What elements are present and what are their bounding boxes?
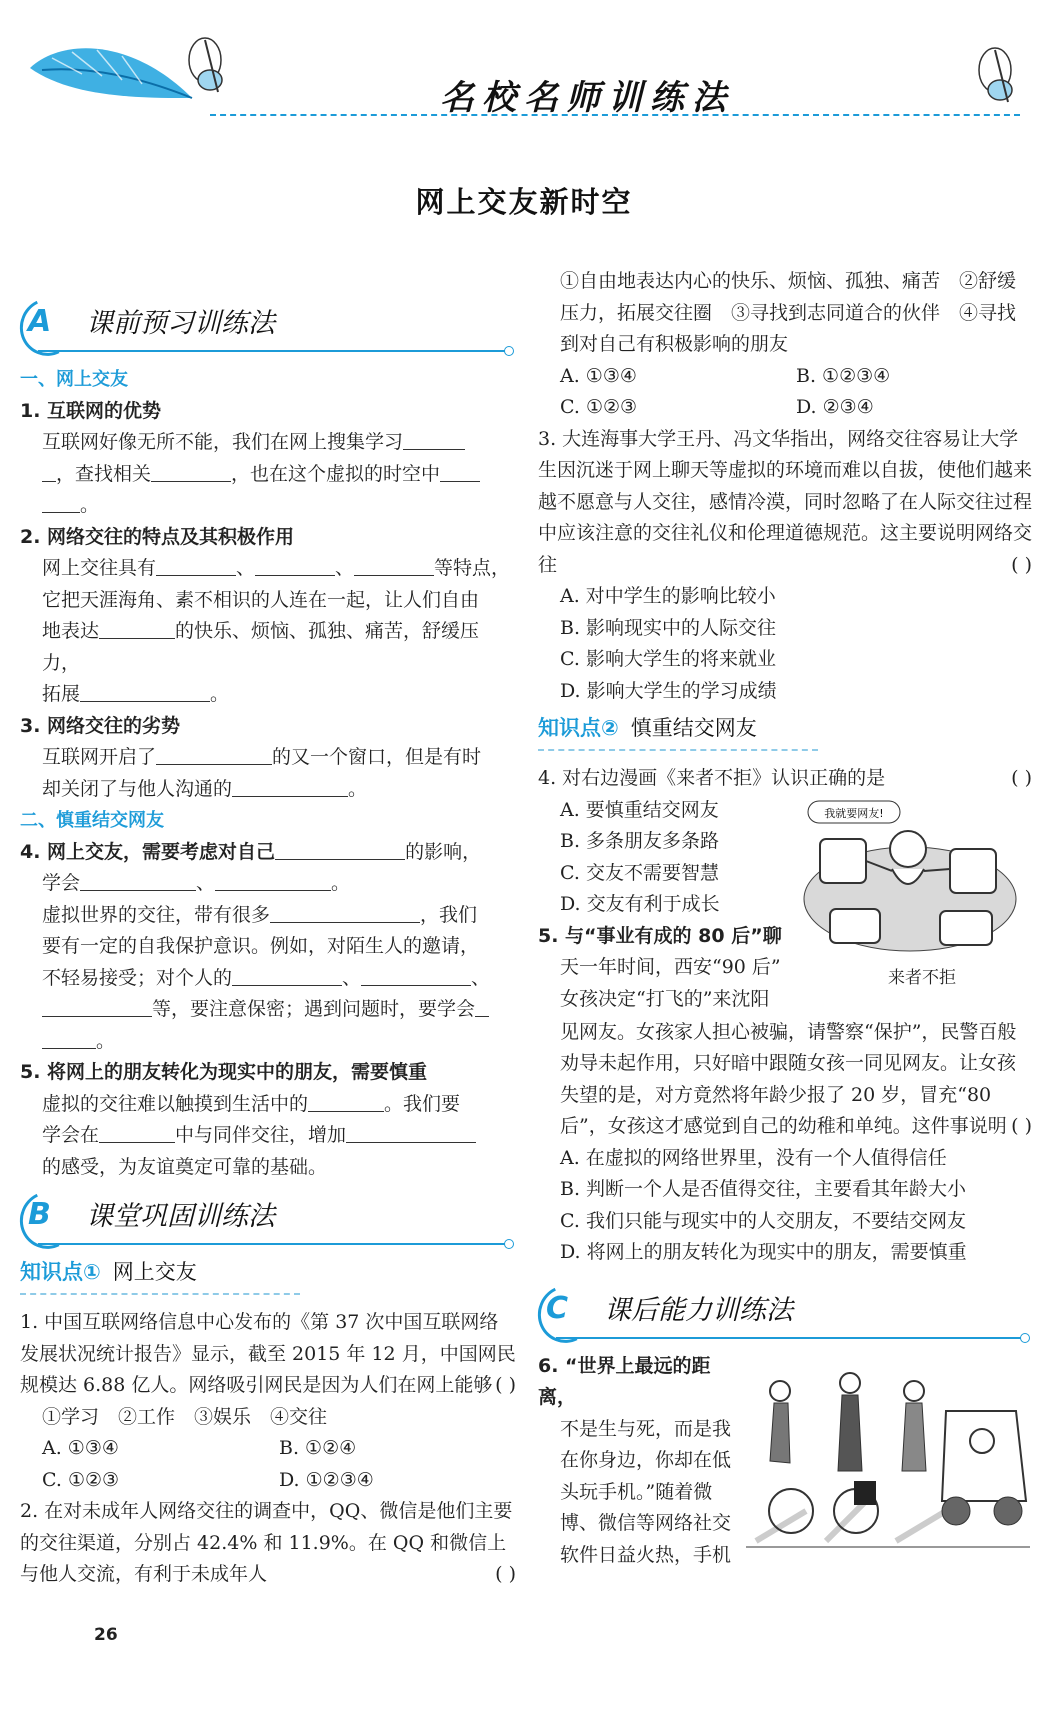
section-underline <box>556 1337 1024 1339</box>
butterfly-icon <box>960 40 1030 110</box>
section-end-dot <box>504 346 514 356</box>
option-a[interactable]: A. ①③④ <box>560 364 637 387</box>
question-text: 拓展 。 <box>42 683 230 705</box>
question-text: 天一年时间，西安“90 后” <box>560 956 781 978</box>
section-title: 课后能力训练法 <box>604 1294 793 1326</box>
answer-paren[interactable]: ( ) <box>1011 767 1032 789</box>
question-text: 的感受，为友谊奠定可靠的基础。 <box>42 1155 328 1178</box>
question-text: 网上交往具有 、 、 等特点， <box>42 557 511 579</box>
option-a[interactable]: A. 对中学生的影响比较小 <box>560 585 776 607</box>
answer-paren[interactable]: ( ) <box>1011 553 1032 576</box>
fill-blank[interactable] <box>403 429 465 450</box>
fill-blank[interactable] <box>361 965 471 986</box>
fill-blank[interactable] <box>99 1122 175 1143</box>
answer-paren[interactable]: ( ) <box>495 1374 516 1396</box>
option-d[interactable]: D. 影响大学生的学习成绩 <box>560 679 777 702</box>
question-text: 等，要注意保密；遇到问题时，要学会 <box>20 994 516 1026</box>
section-title: 课堂巩固训练法 <box>86 1201 275 1232</box>
question-6-block <box>538 1351 1032 1566</box>
question-text: 4. 对右边漫画《来者不拒》认识正确的是 ( ) <box>538 763 1032 795</box>
question-text: 不轻易接受；对个人的 、 、 <box>42 966 491 989</box>
page-title: 网上交友新时空 <box>415 185 633 219</box>
fill-blank[interactable] <box>270 902 420 923</box>
fill-blank[interactable] <box>42 996 152 1017</box>
knowledge-point-label: 知识点② <box>538 716 619 740</box>
fill-blank[interactable] <box>346 1122 476 1143</box>
phone-users-illustration <box>746 1351 1030 1551</box>
question-text: 头玩手机。”随着微 <box>560 1480 713 1503</box>
knowledge-point-underline <box>20 1293 300 1295</box>
right-column <box>538 266 1033 1566</box>
question-heading: 5. 将网上的朋友转化为现实中的朋友，需要慎重 <box>20 1061 428 1083</box>
option-b[interactable]: B. 影响现实中的人际交往 <box>560 616 777 639</box>
fill-blank[interactable] <box>232 965 342 986</box>
question-text: 学会 、 。 <box>42 872 351 894</box>
option-row <box>20 1433 516 1465</box>
knowledge-point-label: 知识点① <box>20 1260 101 1284</box>
cartoon-bubble: 我就要网友! <box>824 806 884 820</box>
section-title: 课前预习训练法 <box>86 308 275 339</box>
section-letter: B <box>28 1197 51 1232</box>
subheading: 一、网上交友 <box>20 369 128 390</box>
question-text: 虚拟的交往难以触摸到生活中的 。我们要 <box>42 1092 461 1115</box>
question-text: 却关闭了与他人沟通的 。 <box>42 777 368 800</box>
question-text: 2. 在对未成年人网络交往的调查中，QQ、微信是他们主要的交往渠道，分别占 42.4% 和 11.9%。在 QQ 和微信上与他人交流，有利于未成年人 ( ) <box>20 1496 516 1591</box>
question-4-5-block <box>538 795 1032 1175</box>
section-letter: A <box>28 304 52 339</box>
fill-blank[interactable] <box>80 870 196 891</box>
option-c[interactable]: C. ①②③ <box>560 396 638 418</box>
option-d[interactable]: D. ①②③④ <box>279 1468 374 1491</box>
question-text: 女孩决定“打飞的”来沈阳 <box>560 987 770 1010</box>
question-text: 5. 与“事业有成的 80 后”聊 <box>538 924 782 947</box>
butterfly-icon <box>170 30 240 100</box>
fill-blank[interactable] <box>275 839 405 860</box>
cartoon-caption: 来者不拒 <box>888 967 956 988</box>
option-c[interactable]: C. 交友不需要智慧 <box>560 861 719 884</box>
option-a[interactable]: A. ①③④ <box>42 1437 119 1459</box>
question-text: 它把天涯海角、素不相识的人连在一起，让人们自由 <box>42 588 480 611</box>
answer-paren[interactable]: ( ) <box>495 1563 516 1585</box>
question-text: 虚拟世界的交往，带有很多 ，我们 <box>42 903 478 926</box>
question-text: 。 <box>20 1026 516 1058</box>
question-items: ①自由地表达内心的快乐、烦恼、孤独、痛苦 ②舒缓压力，拓展交往圈 ③寻找到志同道合的伙伴 ④寻找到对自己有积极影响的朋友 <box>560 270 1017 355</box>
question-text: 博、微信等网络社交 <box>560 1512 732 1534</box>
question-text: 互联网好像无所不能，我们在网上搜集学习 <box>20 427 516 459</box>
section-underline <box>38 350 508 352</box>
knowledge-point-header <box>20 1257 516 1297</box>
fill-blank[interactable] <box>475 996 489 1017</box>
fill-blank[interactable] <box>308 1091 384 1112</box>
section-letter: C <box>546 1290 569 1326</box>
fill-blank[interactable] <box>42 492 80 513</box>
option-row <box>538 392 1032 424</box>
question-text: 地表达 的快乐、烦恼、孤独、痛苦，舒缓压力， <box>42 620 480 674</box>
fill-blank[interactable] <box>156 744 272 765</box>
knowledge-point-title: 慎重结交网友 <box>630 716 757 740</box>
fill-blank[interactable] <box>215 870 331 891</box>
question-text: ，查找相关 ，也在这个虚拟的时空中 <box>20 459 516 491</box>
question-text: 。 <box>20 490 516 522</box>
question-text: 4. 网上交友，需要考虑对自己 的影响， <box>20 840 482 863</box>
question-items: ①学习 ②工作 ③娱乐 ④交往 <box>42 1405 328 1428</box>
fill-blank[interactable] <box>42 461 56 482</box>
question-text: 互联网开启了 的又一个窗口，但是有时 <box>42 746 482 768</box>
question-text: 软件日益火热，手机 <box>560 1543 732 1566</box>
header-divider <box>210 114 1020 116</box>
knowledge-point-title: 网上交友 <box>112 1260 197 1284</box>
section-c-header <box>538 1283 1032 1345</box>
subheading: 二、慎重结交网友 <box>20 810 164 831</box>
option-b[interactable]: B. 多条朋友多条路 <box>560 830 720 852</box>
option-row <box>20 1465 516 1497</box>
question-heading: 1. 互联网的优势 <box>20 399 162 422</box>
option-a[interactable]: A. 在虚拟的网络世界里，没有一个人值得信任 <box>560 1146 947 1169</box>
option-b[interactable]: B. ①②④ <box>279 1437 357 1459</box>
option-row <box>538 361 1032 393</box>
section-underline <box>38 1243 508 1245</box>
option-c[interactable]: C. 影响大学生的将来就业 <box>560 648 776 670</box>
knowledge-point-header <box>538 713 1032 753</box>
section-end-dot <box>1020 1333 1030 1343</box>
answer-paren[interactable]: ( ) <box>1011 1115 1032 1137</box>
question-heading: 2. 网络交往的特点及其积极作用 <box>20 525 295 548</box>
question-text: 6. “世界上最远的距离， <box>538 1354 711 1408</box>
option-d[interactable]: D. 交友有利于成长 <box>560 893 720 915</box>
question-text: 1. 中国互联网络信息中心发布的《第 37 次中国互联网络发展状况统计报告》显示，截至 2015 年 12 月，中国网民规模达 6.88 亿人。网络吸引网民是因为人们在网上能够 ( ) <box>20 1307 516 1402</box>
option-b[interactable]: B. ①②③④ <box>796 364 891 387</box>
fill-blank[interactable] <box>99 618 175 639</box>
section-b-header <box>20 1189 516 1251</box>
section-a-header <box>20 296 516 358</box>
option-d[interactable]: D. 将网上的朋友转化为现实中的朋友，需要慎重 <box>560 1241 967 1263</box>
option-d[interactable]: D. ②③④ <box>796 396 874 418</box>
question-text: 学会在 中与同伴交往，增加 <box>20 1120 516 1152</box>
option-c[interactable]: C. 我们只能与现实中的人交朋友，不要结交网友 <box>560 1209 966 1232</box>
fill-blank[interactable] <box>42 1028 96 1049</box>
question-text: 3. 大连海事大学王丹、冯文华指出，网络交往容易让大学生因沉迷于网上聊天等虚拟的环境而难以自拔，使他们越来越不愿意与人交往，感情冷漠，同时忽略了在人际交往过程中应该注意的交往礼仪和伦理道德规范。这主要说明网络交往 ( ) <box>538 424 1032 582</box>
series-title: 名校名师训练法 <box>440 78 734 118</box>
fill-blank[interactable] <box>232 776 348 797</box>
option-b[interactable]: B. 判断一个人是否值得交往，主要看其年龄大小 <box>560 1178 967 1200</box>
fill-blank[interactable] <box>151 461 231 482</box>
question-heading: 3. 网络交往的劣势 <box>20 714 181 737</box>
left-column <box>20 290 516 1591</box>
fill-blank[interactable] <box>80 681 210 702</box>
fill-blank[interactable] <box>255 555 335 576</box>
question-text: 见网友。女孩家人担心被骗，请警察“保护”，民警百般劝导未起作用，只好暗中跟随女孩一同见网友。让女孩失望的是，对方竟然将年龄少报了 20 岁，冒充“80 后”，女孩这才感觉到自己的幼稚和单纯。这件事说明 ( ) <box>538 1017 1032 1143</box>
section-end-dot <box>504 1239 514 1249</box>
fill-blank[interactable] <box>156 555 236 576</box>
cartoon-illustration <box>800 799 1020 959</box>
question-text: 在你身边，你却在低 <box>560 1449 732 1471</box>
knowledge-point-underline <box>538 749 818 751</box>
fill-blank[interactable] <box>354 555 434 576</box>
option-c[interactable]: C. ①②③ <box>42 1468 120 1491</box>
option-a[interactable]: A. 要慎重结交网友 <box>560 798 719 821</box>
question-text: 要有一定的自我保护意识。例如，对陌生人的邀请， <box>42 935 480 957</box>
page-number: 26 <box>94 1625 118 1645</box>
question-text: 不是生与死，而是我 <box>560 1417 732 1440</box>
fill-blank[interactable] <box>440 461 480 482</box>
